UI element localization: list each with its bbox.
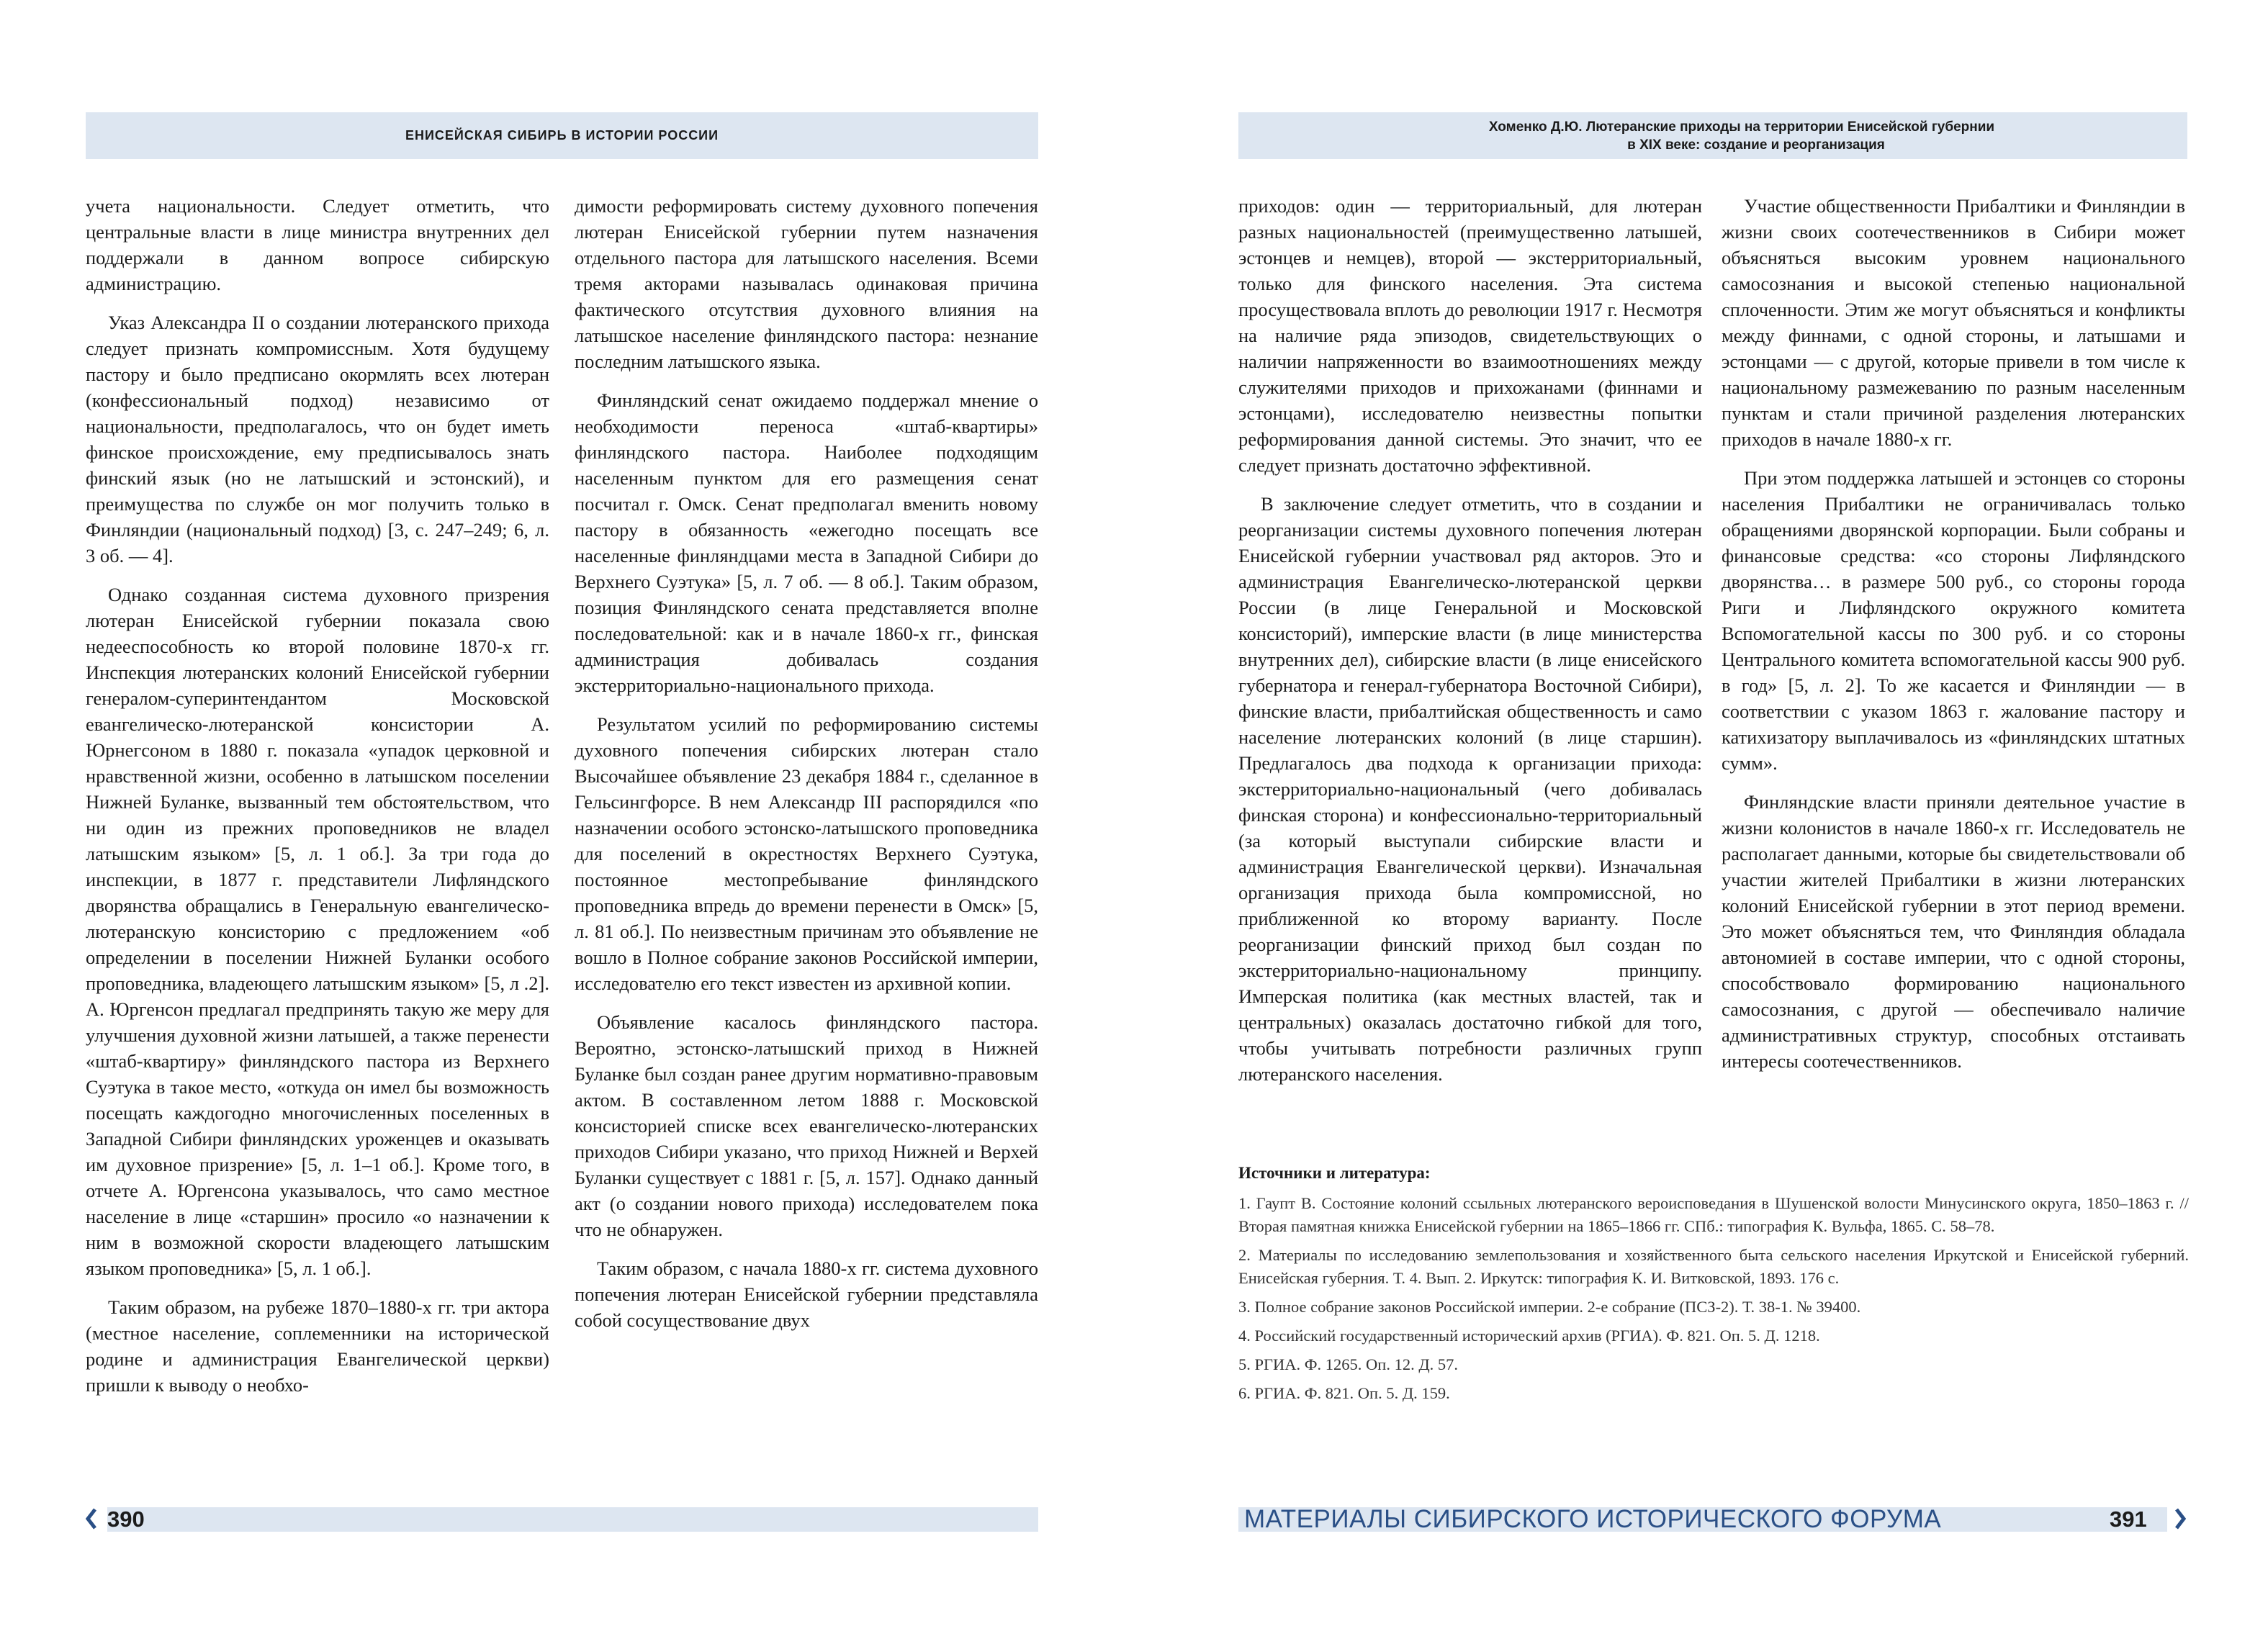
article-header-line-2: в XIX веке: создание и реорганизация [1627, 137, 1885, 153]
footer-bar-left [107, 1507, 1038, 1532]
text-column-1 [86, 193, 549, 1489]
text-column-4 [1722, 193, 2185, 1157]
running-header-right [1238, 112, 2187, 159]
source-item: 6. РГИА. Ф. 821. Оп. 5. Д. 159. [1238, 1384, 1450, 1402]
paragraph: димости реформировать систему духовного попечения лютеран Енисейской губернии путем назначения отдельного пастора для латышского населения. Всеми тремя акторами называлась одинаковая причина фактического отсутствия духовного влияния на латышское население финляндского пастора: незнание последним латышского языка. [575, 195, 1038, 372]
source-item: 2. Материалы по исследованию землепользования и хозяйственного быта сельского населения Иркутской и Енисейской губерний. Енисейская губерния. Т. 4. Вып. 2. Иркутск: типография К. И. Витковской, 1893. 176 с. [1238, 1246, 2189, 1287]
paragraph: Таким образом, с начала 1880-х гг. система духовного попечения лютеран Енисейской губернии представляла собой сосуществование двух [575, 1257, 1038, 1331]
paragraph: учета национальности. Следует отметить, что центральные власти в лице министра внутренних дел поддержали в данном вопросе сибирскую администрацию. [86, 195, 549, 294]
paragraph: Указ Александра II о создании лютеранского прихода следует признать компромиссным. Хотя будущему пастору и было предписано окормлять всех лютеран (конфессиональный подход) независимо от национальности, предполагалось, что он будет иметь финское происхождение, ему предписывалось знать финский язык (но не латышский и эстонский), и преимущества по службе он мог получить только в Финляндии (национальный подход) [3, с. 247–249; 6, л. 3 об. — 4]. [86, 312, 549, 566]
source-item: 5. РГИА. Ф. 1265. Оп. 12. Д. 57. [1238, 1355, 1459, 1373]
sources-section [1238, 1162, 2189, 1411]
paragraph: Объявление касалось финляндского пастора. Вероятно, эстонско-латышский приход в Нижней Буланке был создан ранее другим нормативно-правовым актом. В составленном летом 1888 г. Московской консисторией списке всех евангелическо-лютеранских приходов Сибири указано, что приход Нижней и Верхей Буланки существует с 1881 г. [5, л. 157]. Однако данный акт (о создании нового прихода) исследователем пока что не обнаружен. [575, 1011, 1038, 1240]
paragraph: приходов: один — территориальный, для лютеран разных национальностей (преимущественно латышей, эстонцев и немцев), второй — экстерриториальный, только для финского населения. Эта система просуществовала вплоть до революции 1917 г. Несмотря на наличие ряда эпизодов, свидетельствующих о наличии напряженности во взаимоотношениях между служителями приходов и прихожанами (финнами и эстонцами), исследователю неизвестны попытки реформирования данной системы. Это значит, что ее следует признать достаточно эффективной. [1238, 195, 1702, 476]
paragraph: Финляндский сенат ожидаемо поддержал мнение о необходимости переноса «штаб-квартиры» финляндского пастора. Наиболее подходящим населенным пунктом для его размещения сенат посчитал г. Омск. Сенат предполагал вменить новому пастору в обязанность «ежегодно посещать все населенные финляндцами места в Западной Сибири до Верхнего Суэтука» [5, л. 7 об. — 8 об.]. Таким образом, позиция Финляндского сената представляется вполне последовательной: как и в начале 1860-х гг., финская администрация добивалась создания экстерриториально-национального прихода. [575, 389, 1038, 696]
text-column-3 [1238, 193, 1702, 1157]
sources-list [1238, 1192, 2189, 1405]
source-item: 3. Полное собрание законов Российской империи. 2-е собрание (ПСЗ-2). Т. 38-1. № 39400. [1238, 1298, 1861, 1316]
page-number-right: 391 [2110, 1507, 2147, 1532]
article-header-line-1: Хоменко Д.Ю. Лютеранские приходы на территории Енисейской губернии [1488, 119, 1995, 135]
paragraph: Таким образом, на рубеже 1870–1880-х гг. три актора (местное население, соплеменники на исторической родине и администрация Евангелической церкви) пришли к выводу о необхо- [86, 1296, 549, 1396]
footer-title: МАТЕРИАЛЫ СИБИРСКОГО ИСТОРИЧЕСКОГО ФОРУМА [1244, 1505, 1942, 1533]
page-number-left: 390 [107, 1507, 145, 1532]
running-header-left [86, 112, 1038, 159]
paragraph: Финляндские власти приняли деятельное участие в жизни колонистов в начале 1860-х гг. Исследователь не располагает данными, которые бы свидетельствовали об участии жителей Прибалтики в жизни лютеранских колоний Енисейской губернии в этот период времени. Это может объясняться тем, что Финляндия обладала автономией в составе империи, что с одной стороны, способствовало формированию национального самосознания, с другой — обеспечивало наличие административных структур, способных отстаивать интересы соотечественников. [1722, 791, 2185, 1072]
sources-heading: Источники и литература: [1238, 1164, 1431, 1182]
chevron-left-icon [86, 1508, 97, 1530]
source-item: 4. Российский государственный исторический архив (РГИА). Ф. 821. Оп. 5. Д. 1218. [1238, 1327, 1820, 1345]
source-item: 1. Гаупт В. Состояние колоний ссыльных лютеранского вероисповедания в Шушенской волости Минусинского округа, 1850–1863 г. // Вторая памятная книжка Енисейской губернии на 1865–1866 гг. СПб.: типография К. Вульфа, 1865. С. 58–78. [1238, 1194, 2189, 1235]
paragraph: В заключение следует отметить, что в создании и реорганизации системы духовного попечения лютеран Енисейской губернии участвовал ряд акторов. Это и администрация Евангелическо-лютеранской церкви России (в лице Генеральной и Московской консисторий), имперские власти (в лице министерства внутренних дел), сибирские власти (в лице енисейского губернатора и генерал-губернатора Восточной Сибири), финские власти, прибалтийская общественность и само население лютеранских колоний (в лице старшин). Предлагалось два подхода к организации прихода: экстерриториально-национальный (чего добивалась финская сторона) и конфессионально-территориальный (за который выступали сибирские власти и администрация Евангелической церкви). Изначальная организация прихода была компромиссной, но приближенной ко второму варианту. После реорганизации финский приход был создан по экстерриториально-национальному принципу. Имперская политика (как местных властей, так и центральных) оказалась достаточно гибкой для того, чтобы учитывать потребности различных групп лютеранского населения. [1238, 493, 1702, 1085]
text-column-2 [575, 193, 1038, 1489]
paragraph: Результатом усилий по реформированию системы духовного попечения сибирских лютеран стало Высочайшее объявление 23 декабря 1884 г., сделанное в Гельсингфорсе. В нем Александр III распорядился «по назначении особого эстонско-латышского проповедника для поселений в окрестностях Верхнего Суэтука, постоянное местопребывание финляндского проповедника впредь до времени перенести в Омск» [5, л. 81 об.]. По неизвестным причинам это объявление не вошло в Полное собрание законов Российской империи, исследователю его текст известен из архивной копии. [575, 713, 1038, 994]
paragraph: Однако созданная система духовного призрения лютеран Енисейской губернии показала свою недееспособность ко второй половине 1870-х гг. Инспекция лютеранских колоний Енисейской губернии генералом-суперинтендантом Московской евангелическо-лютеранской консистории А. Юрнегсоном в 1880 г. показала «упадок церковной и нравственной жизни, особенно в латышском поселении Нижней Буланке, вызванный тем обстоятельством, что ни один из прежних проповедников не владел латышским языком» [5, л. 1 об.]. За три года до инспекции, в 1877 г. представители Лифляндского дворянства обращались в Генеральную евангелическо-лютеранскую консисторию с предложением «об определении в поселении Нижней Буланки особого проповедника, владеющего латышским языком» [5, л .2]. А. Юргенсон предлагал предпринять такую же меру для улучшения духовной жизни латышей, а также перенести «штаб-квартиру» финляндского пастора из Верхнего Суэтука в такое место, «откуда он имел бы возможность посещать каждогодно многочисленных поселенных в Западной Сибири финляндских уроженцев и оказывать им духовное призрение» [5, л. 1–1 об.]. Кроме того, в отчете А. Юргенсона указывалось, что само местное население в лице «старшин» просило «о назначении к ним в возможной скорости владеющего латышским языком проповедника» [5, л. 1 об.]. [86, 584, 549, 1279]
paragraph: Участие общественности Прибалтики и Финляндии в жизни своих соотечественников в Сибири может объясняться высоким уровнем национального самосознания и высокой степенью национальной сплоченности. Этим же могут объясняться и конфликты между финнами, с одной стороны, и латышами и эстонцами — с другой, которые привели в том числе к национальному размежеванию по разным населенным пунктам и стали причиной разделения лютеранских приходов в начале 1880-х гг. [1722, 195, 2185, 450]
journal-title: ЕНИСЕЙСКАЯ СИБИРЬ В ИСТОРИИ РОССИИ [405, 128, 719, 143]
chevron-right-icon [2174, 1508, 2186, 1530]
paragraph: При этом поддержка латышей и эстонцев со стороны населения Прибалтики не ограничивалась только обращениями дворянской корпорации. Были собраны и финансовые средства: «со стороны Лифляндского дворянства… в размере 500 руб., со стороны города Риги и Лифляндского окружного комитета Вспомогательной кассы по 300 руб. и со стороны Центрального комитета вспомогательной кассы 900 руб. в год» [5, л. 2]. То же касается и Финляндии — в соответствии с указом 1863 г. жалование пастору и катихизатору выплачивалось из «финляндских штатных сумм». [1722, 467, 2185, 774]
